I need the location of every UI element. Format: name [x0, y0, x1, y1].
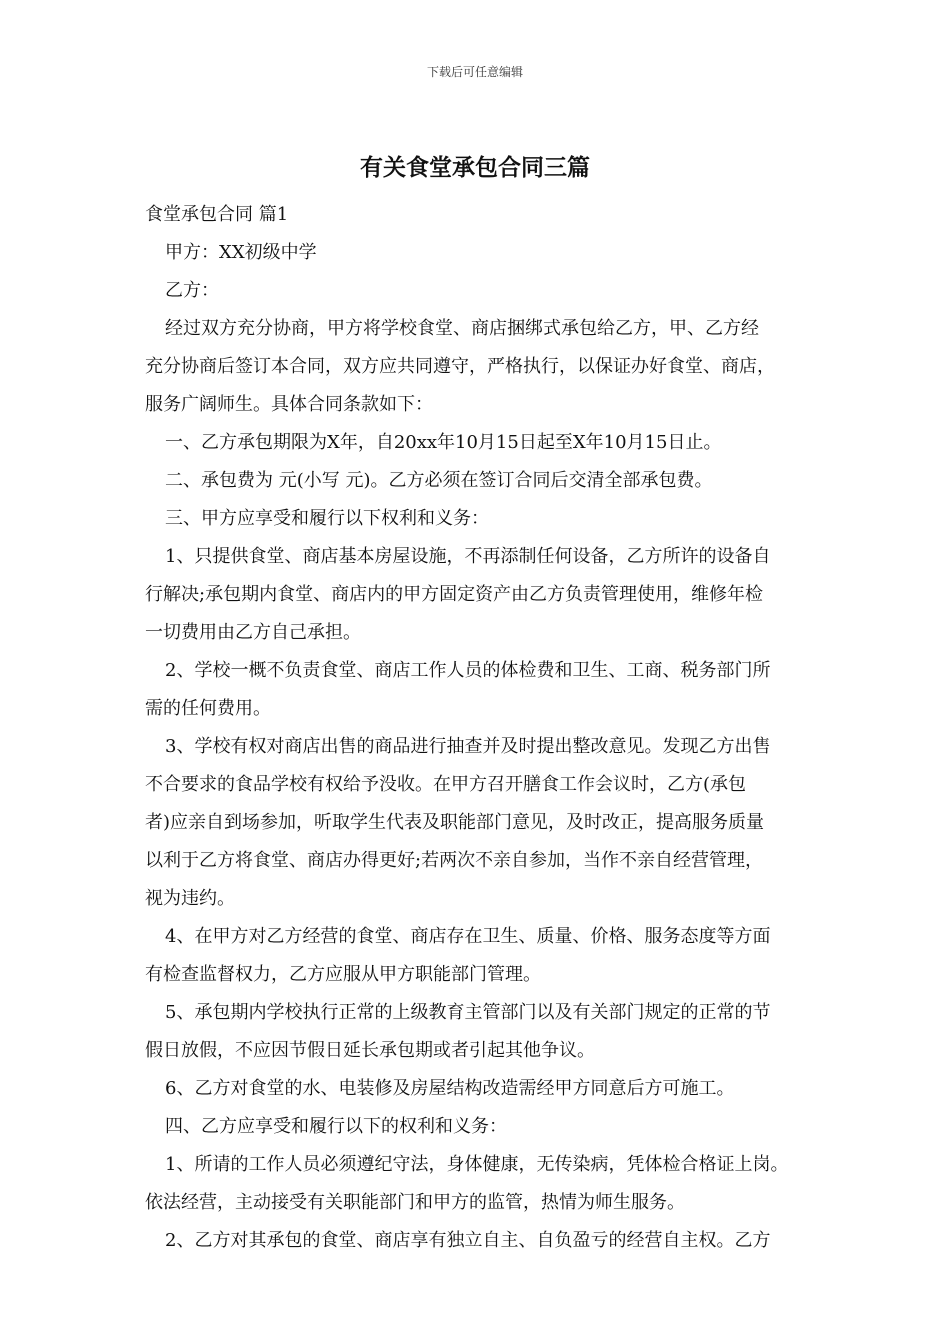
- text-line: 服务广阔师生。具体合同条款如下：: [145, 394, 433, 415]
- section-heading: 食堂承包合同 篇1: [145, 204, 289, 225]
- text-line: 5、承包期内学校执行正常的上级教育主管部门以及有关部门规定的正常的节: [165, 1002, 771, 1023]
- text-line: 视为违约。: [145, 888, 235, 909]
- text-line: 假日放假，不应因节假日延长承包期或者引起其他争议。: [145, 1040, 595, 1061]
- text-line: 充分协商后签订本合同，双方应共同遵守，严格执行，以保证办好食堂、商店，: [145, 356, 775, 377]
- text-line: 一、乙方承包期限为X年，自20xx年10月15日起至X年10月15日止。: [165, 432, 722, 453]
- text-line: 经过双方充分协商，甲方将学校食堂、商店捆绑式承包给乙方，甲、乙方经: [165, 318, 759, 339]
- document-title: 有关食堂承包合同三篇: [360, 154, 590, 181]
- text-line: 1、只提供食堂、商店基本房屋设施，不再添制任何设备，乙方所许的设备自: [165, 546, 771, 567]
- text-line: 四、乙方应享受和履行以下的权利和义务：: [165, 1116, 507, 1137]
- text-line: 有检查监督权力，乙方应服从甲方职能部门管理。: [145, 964, 541, 985]
- text-line: 一切费用由乙方自己承担。: [145, 622, 361, 643]
- text-line: 不合要求的食品学校有权给予没收。在甲方召开膳食工作会议时，乙方(承包: [145, 774, 747, 795]
- text-line: 需的任何费用。: [145, 698, 271, 719]
- text-line: 二、承包费为 元(小写 元)。乙方必须在签订合同后交清全部承包费。: [165, 470, 713, 491]
- text-line: 三、甲方应享受和履行以下权利和义务：: [165, 508, 489, 529]
- text-line: 行解决;承包期内食堂、商店内的甲方固定资产由乙方负责管理使用，维修年检: [145, 584, 764, 605]
- document-body: [145, 196, 811, 1260]
- text-line: 乙方：: [165, 280, 219, 301]
- text-line: 3、学校有权对商店出售的商品进行抽查并及时提出整改意见。发现乙方出售: [165, 736, 771, 757]
- text-line: 2、乙方对其承包的食堂、商店享有独立自主、自负盈亏的经营自主权。乙方: [165, 1230, 771, 1251]
- text-line: 6、乙方对食堂的水、电装修及房屋结构改造需经甲方同意后方可施工。: [165, 1078, 735, 1099]
- text-line: 者)应亲自到场参加，听取学生代表及职能部门意见，及时改正，提高服务质量: [145, 812, 765, 833]
- text-line: 4、在甲方对乙方经营的食堂、商店存在卫生、质量、价格、服务态度等方面: [165, 926, 771, 947]
- text-line: 以利于乙方将食堂、商店办得更好;若两次不亲自参加，当作不亲自经营管理，: [145, 850, 764, 871]
- header-note: 下载后可任意编辑: [426, 65, 523, 79]
- text-line: 甲方：XX初级中学: [165, 242, 317, 263]
- text-line: 依法经营，主动接受有关职能部门和甲方的监管，热情为师生服务。: [145, 1192, 685, 1213]
- text-line: 2、学校一概不负责食堂、商店工作人员的体检费和卫生、工商、税务部门所: [165, 660, 771, 681]
- text-line: 1、所请的工作人员必须遵纪守法，身体健康，无传染病，凭体检合格证上岗。: [165, 1154, 789, 1175]
